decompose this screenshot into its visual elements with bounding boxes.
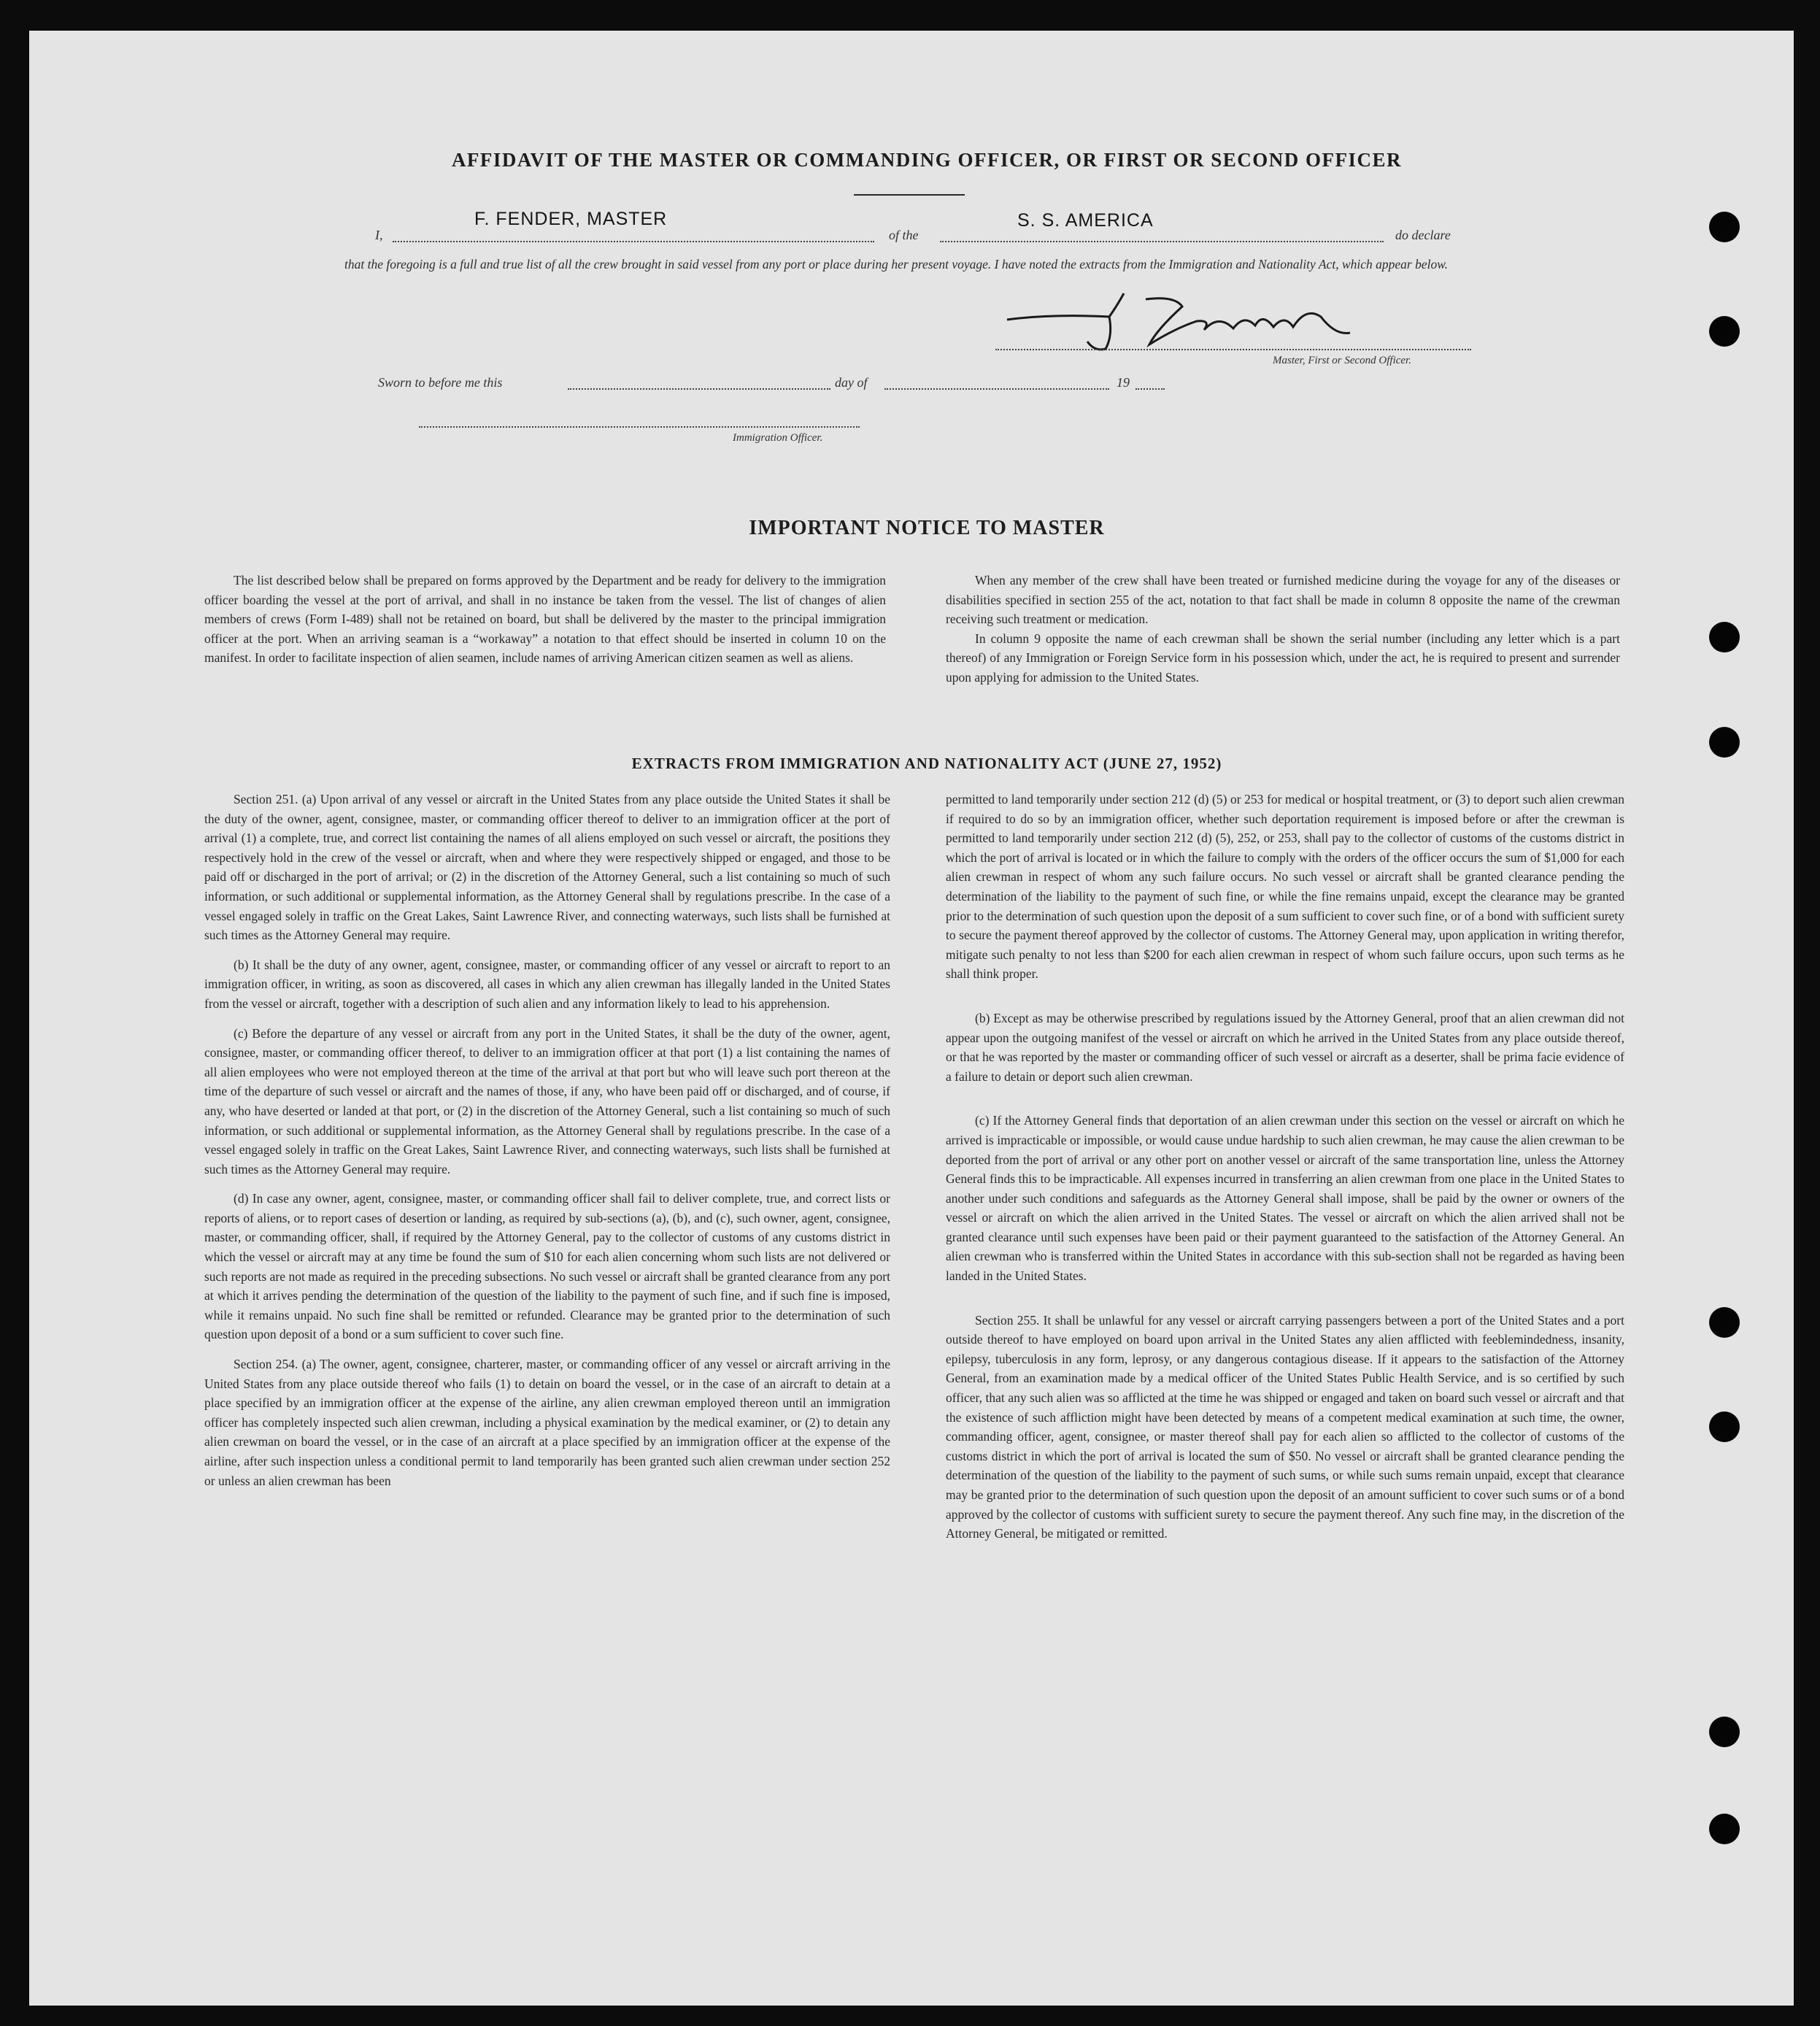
binder-hole-3 <box>1709 622 1740 652</box>
sworn-day-line <box>568 388 830 390</box>
signature-line <box>995 349 1471 350</box>
day-of-label: day of <box>835 375 868 390</box>
year-label: 19 <box>1117 375 1130 390</box>
i-label: I, <box>375 228 383 242</box>
binder-hole-8 <box>1709 1814 1740 1844</box>
notice-title: IMPORTANT NOTICE TO MASTER <box>749 517 1105 539</box>
section-255: Section 255. It shall be unlawful for any vessel or aircraft carrying passengers between a port of the United States and a port outside thereof to have employed on board upon arrival in the United States any alien afflicted with feeblemindedness, insanity, epilepsy, tuberculosis in any form, leprosy, or any dangerous contagious disease. If it appears to the satisfaction of the Attorney General, from an examination made by a medical officer of the United States Public Health Service, and is so certified by such officer, that any such alien was so afflicted at the time he was shipped or engaged and taken on board such vessel or aircraft and that the existence of such affliction might have been detected by means of a competent medical examination at such time, the owner, commanding officer, agent, consignee, or master thereof shall pay for each alien so afflicted to the collector of customs of the customs district in which the port of arrival is located the sum of $50. No vessel or aircraft shall be granted clearance pending the determination of the question of the liability to the payment of such sums, or while such sums remain unpaid, except that clearance may be granted prior to the determination of such question upon the deposit of an amount sufficient to cover such sums or of a bond approved by the collector of customs with sufficient surety to secure the payment thereof. Any such fine may, in the discretion of the Attorney General, be mitigated or remitted. <box>946 1312 1624 1541</box>
section-254-a: Section 254. (a) The owner, agent, consignee, charterer, master, or commanding officer of any vessel or aircraft arriving in the United States from any place outside thereof who fails (1) to detain on board the vessel, or in the case of an aircraft to detain at a place specified by an immigration officer at the expense of the airline, any alien crewman employed thereon until an immigration officer has completely inspected such alien crewman, including a physical examination by the medical examiner, or (2) to detain any alien crewman on board the vessel, or in the case of an aircraft at a place specified by an immigration officer at the expense of the airline, after such inspection unless a conditional permit to land temporarily has been granted such alien crewman under section 252 or unless an alien crewman has been <box>204 1357 890 1488</box>
notice-right-paragraph-1: When any member of the crew shall have been treated or furnished medicine during the voyage for any of the diseases or disabilities specified in section 255 of the act, notation to that fact shall be made in column 8 opposite the name of the crewman receiving such treatment or medication. <box>946 573 1620 627</box>
officer-signature-line <box>419 426 860 428</box>
signature-image <box>1000 285 1365 358</box>
sworn-label: Sworn to before me this <box>378 375 503 390</box>
section-254-b: (b) Except as may be otherwise prescribed by regulations issued by the Attorney General, proof that an alien crewman did not appear upon the outgoing manifest of the vessel or aircraft on which he arrived in the United States from any place outside thereof, or that he was reported by the master or commanding officer of such vessel or aircraft as a deserter, shall be prima facie evidence of a failure to detain or deport such alien crewman. <box>946 1010 1624 1084</box>
vessel-field-line <box>940 241 1384 242</box>
vessel-name-value: S. S. AMERICA <box>1017 210 1154 231</box>
section-251-d: (d) In case any owner, agent, consignee, master, or commanding officer shall fail to deliver complete, true, and correct lists or reports of aliens, or to report cases of desertion or landing, as required by sub-sections (a), (b), and (c), such owner, agent, consignee, master, or commanding officer, shall, if required by the Attorney General, pay to the collector of customs of any customs district in which the vessel or aircraft may at any time be found the sum of $10 for each alien concerning whom such lists are not delivered or such reports are not made as required in the preceding subsections. No such vessel or aircraft shall be granted clearance from any port at which it arrives pending the determination of the question of the liability to the payment of such fine, and if such fine is imposed, while it remains unpaid. No such fine shall be remitted or refunded. Clearance may be granted prior to the determination of such question upon deposit of a bond or a sum sufficient to cover such fine. <box>204 1191 890 1342</box>
section-251-c: (c) Before the departure of any vessel or aircraft from any port in the United States, it shall be the duty of the owner, agent, consignee, master, or commanding officer thereof, to deliver to an immigration officer at that port (1) a list containing the names of all alien employees who were not employed thereon at the time of the arrival at that port but who will leave such port thereon at the time of the departure of such vessel or aircraft and the names of those, if any, who have been paid off or discharged, and of course, if any, who have deserted or landed at that port, or (2) in the discretion of the Attorney General, such a list containing so much of such information, or such additional or supplemental information, as the Attorney General shall by regulations prescribe. In the case of a vessel engaged solely in traffic on the Great Lakes, Saint Lawrence River, and connecting waterways, such lists shall be furnished at such times as the Attorney General may require. <box>204 1025 890 1176</box>
extracts-left-column <box>204 790 890 1490</box>
sworn-year-line <box>1135 388 1165 390</box>
notice-left-column <box>204 571 886 668</box>
binder-hole-6 <box>1709 1411 1740 1442</box>
sworn-month-line <box>884 388 1109 390</box>
section-251-a: Section 251. (a) Upon arrival of any vessel or aircraft in the United States from any place outside the United States it shall be the duty of the owner, agent, consignee, master, or commanding officer thereof to deliver to an immigration officer at the port of arrival (1) a complete, true, and correct list containing the names of all aliens employed on such vessel or aircraft, the positions they respectively hold in the crew of the vessel or aircraft, when and where they were respectively shipped or engaged, and those to be paid off or discharged in the port of arrival; or (2) in the discretion of the Attorney General, such a list containing so much of such information, or such additional or supplemental information, as the Attorney General shall by regulations prescribe. In the case of a vessel engaged solely in traffic on the Great Lakes, Saint Lawrence River, and connecting waterways, such lists shall be furnished at such times as the Attorney General may require. <box>204 792 890 943</box>
section-251-b: (b) It shall be the duty of any owner, agent, consignee, master, or commanding officer of any vessel or aircraft to report to an immigration officer, in writing, as soon as discovered, all cases in which any alien crewman has illegally landed in the United States from the vessel or aircraft, together with a description of such alien and any information likely to lead to his apprehension. <box>204 957 890 1011</box>
notice-left-paragraph: The list described below shall be prepared on forms approved by the Department and be ready for delivery to the immigration officer boarding the vessel at the port of arrival, and shall in no instance be taken from the vessel. The list of changes of alien members of crews (Form I-489) shall not be retained on board, but shall be delivered by the master to the principal immigration officer at the port. When an arriving seaman is a “workaway” a notation to that effect should be inserted in column 10 on the manifest. In order to facilitate inspection of alien seamen, include names of arriving American citizen seamen as well as aliens. <box>204 573 886 666</box>
extracts-right-column <box>946 790 1624 1544</box>
notice-right-column <box>946 571 1620 687</box>
do-declare-label: do declare <box>1395 228 1451 242</box>
binder-hole-5 <box>1709 1307 1740 1338</box>
signature-caption: Master, First or Second Officer. <box>1273 355 1411 366</box>
section-254-a-continued: permitted to land temporarily under section 212 (d) (5) or 253 for medical or hospital treatment, or (3) to deport such alien crewman if required to do so by an immigration officer, whether such deportation requirement is imposed before or after the crewman is permitted to land temporarily under section 212 (d) (5), 252, or 253, shall pay to the collector of customs of the customs district in which the port of arrival is located or in which the failure to comply with the orders of the officer occurs the sum of $1,000 for each alien crewman in respect of whom any such failure occurs. No such vessel or aircraft shall be granted clearance pending the determination of the liability to the payment of such fine, or while the fine remains unpaid, except the clearance may be granted prior to the determination of such question upon the deposit of a sum sufficient to cover such fine, or of a bond with sufficient surety to secure the payment thereof approved by the collector of customs. The Attorney General may, upon application in writing therefor, mitigate such penalty to not less than $200 for each alien crewman in respect of whom such failure occurs, upon such terms as he shall think proper. <box>946 792 1624 982</box>
title-divider <box>854 194 965 196</box>
binder-hole-7 <box>1709 1717 1740 1747</box>
binder-hole-4 <box>1709 727 1740 758</box>
of-the-label: of the <box>889 228 919 242</box>
extracts-title: EXTRACTS FROM IMMIGRATION AND NATIONALITY ACT (JUNE 27, 1952) <box>631 755 1222 772</box>
affidavit-title: AFFIDAVIT OF THE MASTER OR COMMANDING OFFICER, OR FIRST OR SECOND OFFICER <box>451 149 1403 171</box>
officer-caption: Immigration Officer. <box>733 432 823 444</box>
notice-right-paragraph-2: In column 9 opposite the name of each crewman shall be shown the serial number (including any letter which is a part thereof) of any Immigration or Foreign Service form in his possession which, under the act, he is required to present and surrender upon applying for admission to the United States. <box>946 631 1620 685</box>
binder-hole-2 <box>1709 316 1740 347</box>
declaration-text: that the foregoing is a full and true list of all the crew brought in said vessel from any port or place during her present voyage. I have noted the extracts from the Immigration and Nationality Act, which appear below. <box>344 257 1448 271</box>
master-name-value: F. FENDER, MASTER <box>474 209 668 229</box>
section-254-c: (c) If the Attorney General finds that deportation of an alien crewman under this section on the vessel or aircraft on which he arrived is impracticable or impossible, or would cause undue hardship to such alien crewman, he may cause the alien crewman to be deported from the port of arrival or any other port on another vessel or aircraft of the same transportation line, unless the Attorney General finds this to be impracticable. All expenses incurred in transferring an alien crewman from one place in the United States to another under such conditions and safeguards as the Attorney General shall impose, shall be paid by the owner or owners of the vessel or aircraft on which the alien arrived in the United States. The vessel or aircraft on which the alien arrived shall not be granted clearance until such expenses have been paid or their payment guaranteed to the satisfaction of the Attorney General. An alien crewman who is transferred within the United States in accordance with this sub-section shall not be regarded as having been landed in the United States. <box>946 1113 1624 1284</box>
name-field-line <box>393 241 874 242</box>
binder-hole-1 <box>1709 212 1740 242</box>
